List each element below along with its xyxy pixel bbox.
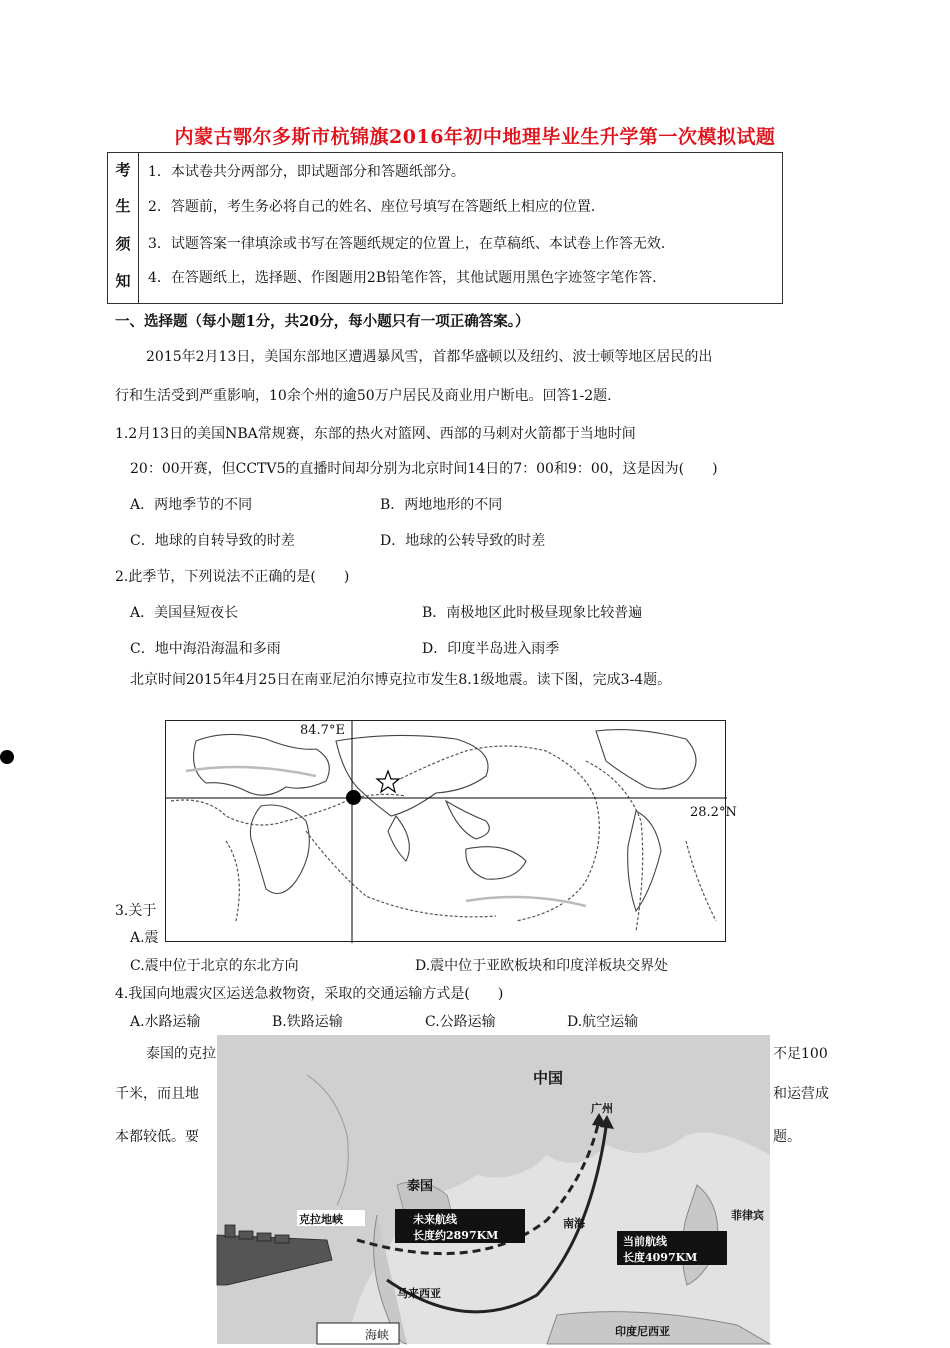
q1-option-d[interactable]: D．地球的公转导致的时差 (380, 533, 546, 549)
question-2-stem: 2.此季节，下列说法不正确的是( ) (115, 569, 350, 585)
label-thailand: 泰国 (407, 1179, 434, 1194)
label-current-route: 当前航线 (623, 1235, 667, 1248)
q4-option-c[interactable]: C.公路运输 (425, 1014, 496, 1030)
plate-map-graphic (166, 721, 727, 943)
label-malaysia: 马来西亚 (397, 1287, 441, 1300)
notice-head-char: 生 (115, 197, 131, 215)
latitude-label: 28.2°N (690, 805, 737, 820)
label-philippines: 菲律宾 (731, 1209, 764, 1222)
q4-option-a[interactable]: A.水路运输 (130, 1014, 201, 1030)
notice-header (108, 153, 139, 303)
notice-item: 2．答题前，考生务必将自己的姓名、座位号填写在答题纸上相应的位置. (148, 199, 596, 215)
label-indonesia: 印度尼西亚 (615, 1325, 670, 1338)
margin-dot (0, 750, 14, 764)
plate-boundary-map (165, 720, 737, 942)
notice-item: 4．在答题纸上，选择题、作图题用2B铅笔作答，其他试题用黑色字迹签字笔作答. (148, 270, 657, 286)
route-map-graphic (217, 1035, 770, 1344)
q4-option-d[interactable]: D.航空运输 (567, 1014, 639, 1030)
label-china: 中国 (533, 1069, 564, 1087)
q2-option-c[interactable]: C．地中海沿海温和多雨 (130, 641, 281, 657)
q2-option-b[interactable]: B．南极地区此时极昼现象比较普遍 (422, 605, 643, 621)
label-future-length: 长度约2897KM (413, 1229, 499, 1242)
q4-option-b[interactable]: B.铁路运输 (272, 1014, 343, 1030)
passage-3-fragment: 和运营成 (773, 1086, 829, 1102)
notice-head-char: 考 (115, 161, 131, 179)
question-1-stem: 1.2月13日的美国NBA常规赛，东部的热火对篮网、西部的马刺对火箭都于当地时间 (115, 426, 636, 442)
passage-line: 2015年2月13日，美国东部地区遭遇暴风雪，首都华盛顿以及纽约、波士顿等地区居民的出 (146, 349, 713, 365)
label-strait-blank: 海峡 (365, 1328, 390, 1342)
passage-3-fragment: 题。 (773, 1129, 801, 1145)
q2-option-d[interactable]: D．印度半岛进入雨季 (422, 641, 560, 657)
q1-option-b[interactable]: B．两地地形的不同 (380, 497, 503, 513)
epicenter-star-icon (377, 771, 399, 792)
q1-option-c[interactable]: C．地球的自转导致的时差 (130, 533, 295, 549)
exam-title: 内蒙古鄂尔多斯市杭锦旗2016年初中地理毕业生升学第一次模拟试题 (174, 126, 776, 148)
exam-notice-box (107, 152, 783, 304)
label-current-length: 长度4097KM (623, 1251, 698, 1264)
label-south-sea: 南海 (563, 1217, 585, 1230)
label-kra-isthmus: 克拉地峡 (299, 1213, 343, 1226)
question-3-stem: 3.关于 (115, 903, 157, 919)
passage-2: 北京时间2015年4月25日在南亚尼泊尔博克拉市发生8.1级地震。读下图，完成3-4题。 (130, 672, 672, 688)
section-heading: 一、选择题（每小题1分，共20分，每小题只有一项正确答案。） (115, 313, 530, 330)
notice-item: 1．本试卷共分两部分，即试题部分和答题纸部分。 (148, 164, 465, 180)
question-4-stem: 4.我国向地震灾区运送急救物资，采取的交通运输方式是( ) (115, 986, 504, 1002)
passage-3-fragment: 本都较低。要 (115, 1129, 199, 1145)
label-future-route: 未来航线 (413, 1213, 457, 1226)
passage-3-fragment: 千米，而且地 (115, 1086, 199, 1102)
q2-option-a[interactable]: A．美国昼短夜长 (130, 605, 239, 621)
notice-item: 3．试题答案一律填涂或书写在答题纸规定的位置上，在草稿纸、本试卷上作答无效. (148, 236, 666, 252)
notice-head-char: 须 (115, 235, 131, 253)
question-1-stem-cont: 20：00开赛，但CCTV5的直播时间却分别为北京时间14日的7：00和9：00，这是因为( ) (130, 461, 718, 477)
label-guangzhou: 广州 (591, 1102, 613, 1115)
q1-option-a[interactable]: A．两地季节的不同 (130, 497, 253, 513)
passage-3-fragment: 泰国的克拉 (146, 1046, 216, 1062)
passage-line: 行和生活受到严重影响，10余个州的逾50万户居民及商业用户断电。回答1-2题. (115, 388, 612, 404)
q3-option-a[interactable]: A.震 (130, 930, 159, 946)
q3-option-c[interactable]: C.震中位于北京的东北方向 (130, 958, 299, 974)
notice-head-char: 知 (115, 272, 131, 290)
longitude-label: 84.7°E (300, 723, 345, 738)
shipping-route-map (217, 1035, 770, 1344)
q3-option-d[interactable]: D.震中位于亚欧板块和印度洋板块交界处 (415, 958, 669, 974)
epicenter-dot (346, 790, 361, 805)
passage-3-fragment: 不足100 (773, 1046, 828, 1062)
